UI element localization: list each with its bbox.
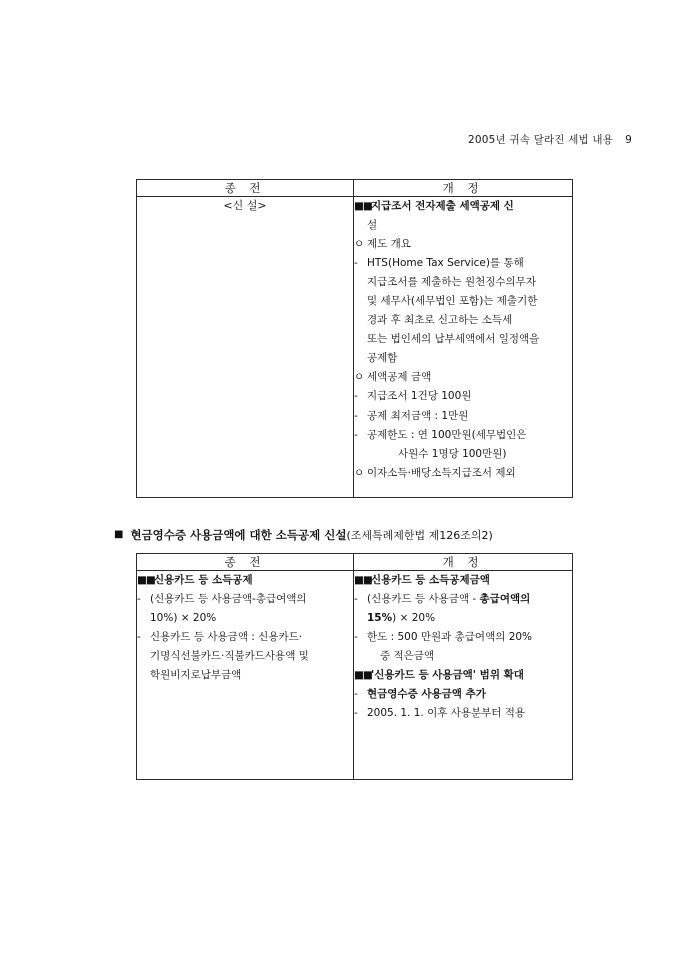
line-marker: -	[354, 390, 358, 403]
line-marker: ㅇ	[354, 466, 365, 479]
text-line	[354, 235, 572, 253]
text-line	[354, 368, 572, 386]
line-text: 학원비지로납부금액	[150, 669, 242, 682]
line-marker: -	[354, 688, 358, 701]
line-text: 지급조서를 제출하는 원천징수의무자	[367, 276, 536, 289]
line-marker: -	[354, 409, 358, 422]
line-text: 한도 : 500 만원과 총급여액의 20%	[367, 631, 533, 644]
page-number: 9	[625, 134, 632, 146]
line-text: 공제함	[367, 352, 398, 365]
column-header-after: 개 정	[354, 554, 573, 571]
line-marker: -	[354, 257, 358, 270]
line-marker: -	[354, 631, 358, 644]
text-line	[354, 590, 572, 608]
text-line	[354, 647, 572, 665]
comparison-table-1	[136, 179, 573, 498]
text-line	[354, 387, 572, 405]
text-line	[354, 628, 572, 646]
line-text: 중 적은금액	[380, 650, 435, 663]
line-text: 2005. 1. 1. 이후 사용분부터 적용	[367, 707, 526, 720]
line-text: 지급조서 1건당 100원	[367, 390, 472, 403]
line-text: 지급조서 전자제출 세액공제 신	[371, 200, 514, 212]
line-text: (신용카드 등 사용금액 - 총급여액의	[367, 593, 531, 606]
line-marker: -	[354, 428, 358, 441]
text-line	[137, 666, 353, 684]
text-line	[354, 216, 572, 234]
line-text: 신용카드 등 사용금액 : 신용카드·	[150, 631, 303, 644]
text-line	[137, 628, 353, 646]
line-text: 및 세무사(세무법인 포함)는 제출기한	[367, 295, 538, 308]
line-text: 공제한도 : 연 100만원(세무법인은	[367, 428, 527, 441]
table-header-row	[137, 554, 573, 571]
line-text: 15%) × 20%	[367, 612, 436, 625]
header-title: 2005년 귀속 달라진 세법 내용	[468, 134, 614, 146]
square-bullet-icon: ■	[114, 529, 124, 540]
text-line	[354, 407, 572, 425]
text-line	[354, 197, 572, 215]
after-cell-1-lines	[354, 197, 572, 482]
text-line	[354, 426, 572, 444]
text-line	[354, 464, 572, 482]
line-text: 경과 후 최초로 신고하는 소득세	[367, 314, 513, 327]
line-marker: ㅇ	[354, 371, 365, 384]
line-text: (신용카드 등 사용금액-총급여액의	[150, 593, 307, 606]
line-text: 신용카드 등 소득공제금액	[371, 574, 490, 586]
line-text: 또는 법인세의 납부세액에서 일정액을	[367, 333, 540, 346]
section-heading-title: 현금영수증 사용금액에 대한 소득공제 신설	[130, 528, 347, 542]
text-line	[137, 647, 353, 665]
line-text: 이자소득·배당소득지급조서 제외	[367, 466, 516, 479]
text-line	[354, 311, 572, 329]
column-header-before: 종 전	[137, 554, 354, 571]
line-text: 사원수 1명당 100만원)	[398, 447, 507, 460]
after-cell-1	[354, 197, 573, 498]
after-cell-2	[354, 571, 573, 780]
line-text: 현금영수증 사용금액 추가	[367, 688, 486, 701]
column-header-after: 개 정	[354, 180, 573, 197]
text-line	[354, 292, 572, 310]
page-header	[468, 132, 632, 147]
line-text: 공제 최저금액 : 1만원	[367, 409, 469, 422]
text-line	[354, 273, 572, 291]
line-text: 10%) × 20%	[150, 612, 217, 625]
column-header-before: 종 전	[137, 180, 354, 197]
line-marker: ■■	[137, 574, 155, 586]
text-line	[354, 704, 572, 722]
line-marker: -	[137, 593, 141, 606]
text-line	[137, 609, 353, 627]
line-marker: ㅇ	[354, 238, 365, 251]
text-line	[354, 609, 572, 627]
line-marker: -	[354, 707, 358, 720]
line-text: HTS(Home Tax Service)를 통해	[367, 257, 524, 270]
text-line	[354, 349, 572, 367]
section-heading	[114, 527, 493, 543]
comparison-table-2	[136, 553, 573, 780]
line-marker: ■■	[354, 200, 372, 212]
text-line	[354, 666, 572, 684]
section-heading-law-reference: (조세특례제한법 제126조의2)	[346, 529, 493, 542]
table-row	[137, 197, 573, 498]
after-cell-2-lines	[354, 571, 572, 722]
before-cell-2	[137, 571, 354, 780]
text-line	[354, 685, 572, 703]
line-marker: ■■	[354, 574, 372, 586]
text-line	[354, 254, 572, 272]
line-text: 세액공제 금액	[367, 371, 432, 384]
text-line	[354, 571, 572, 589]
line-marker: ■■	[354, 669, 372, 682]
line-text: 기명식선불카드·직불카드사용액 및	[150, 650, 309, 663]
line-text: 설	[367, 219, 378, 232]
before-cell-2-lines	[137, 571, 353, 684]
line-text: '신용카드 등 사용금액' 범위 확대	[371, 669, 524, 682]
text-line	[354, 330, 572, 348]
line-marker: -	[137, 631, 141, 644]
table-header-row	[137, 180, 573, 197]
text-line	[137, 590, 353, 608]
text-line	[354, 445, 572, 463]
table-row	[137, 571, 573, 780]
before-cell-1: <신 설>	[137, 197, 354, 498]
line-text: 제도 개요	[367, 238, 411, 251]
line-text: 신용카드 등 소득공제	[154, 574, 253, 586]
line-marker: -	[354, 593, 358, 606]
text-line	[137, 571, 353, 589]
